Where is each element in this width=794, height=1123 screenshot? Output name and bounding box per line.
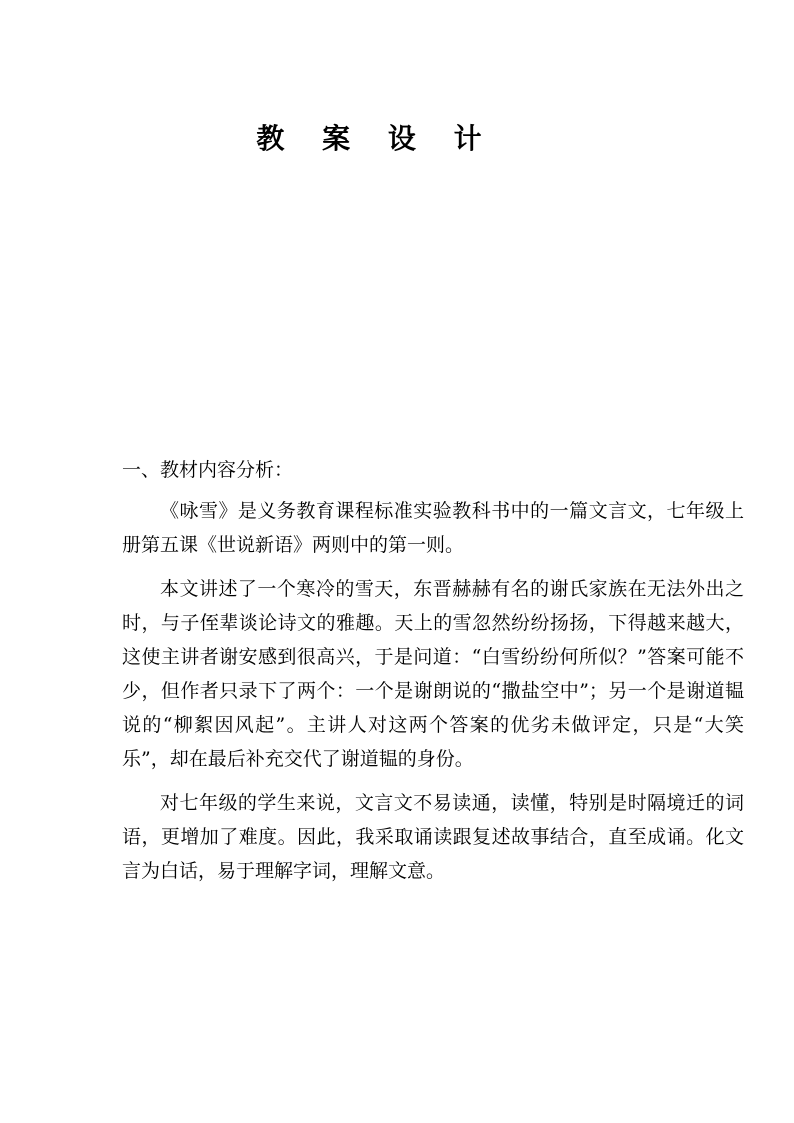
section-heading: 一、教材内容分析： [122,459,294,481]
paragraph: 对七年级的学生来说，文言文不易读通，读懂，特别是时隔境迁的词语，更增加了难度。因此，我采取诵读跟复述故事结合，直至成诵。化文言为白话，易于理解字词，理解文意。 [122,792,744,882]
paragraph: 本文讲述了一个寒冷的雪天，东晋赫赫有名的谢氏家族在无法外出之时，与子侄辈谈论诗文的雅趣。天上的雪忽然纷纷扬扬，下得越来越大，这使主讲者谢安感到很高兴，于是问道：“白雪纷纷何所似？”答案可能不少，但作者只录下了两个：一个是谢朗说的“撒盐空中”；另一个是谢道韫说的“柳絮因风起”。主讲人对这两个答案的优劣未做评定，只是“大笑乐”，却在最后补充交代了谢道韫的身份。 [122,578,744,770]
document-body [122,494,744,888]
paragraph: 《咏雪》是义务教育课程标准实验教科书中的一篇文言文，七年级上册第五课《世说新语》两则中的第一则。 [122,500,744,556]
document-title: 教 案 设 计 [256,121,496,155]
